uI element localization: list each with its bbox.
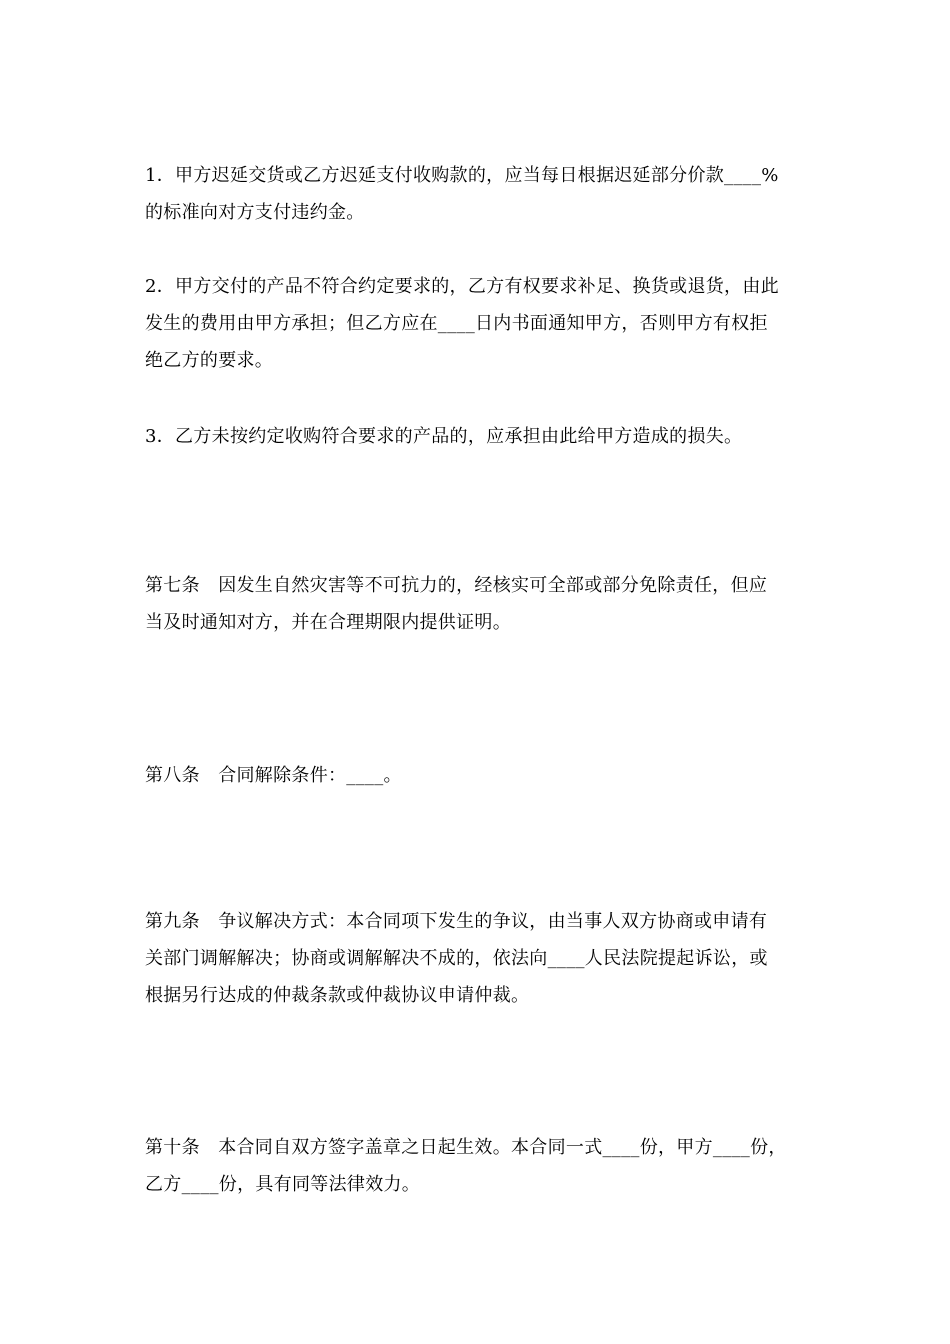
- text-line: 当及时通知对方，并在合理期限内提供证明。: [145, 612, 511, 633]
- clause-nonconforming-goods: [145, 268, 815, 379]
- text-line: 3．乙方未按约定收购符合要求的产品的，应承担由此给甲方造成的损失。: [145, 426, 743, 447]
- clause-purchase-failure: [145, 418, 815, 455]
- text-line: 2．甲方交付的产品不符合约定要求的，乙方有权要求补足、换货或退货，由此: [145, 276, 779, 297]
- text-line: 1．甲方迟延交货或乙方迟延支付收购款的，应当每日根据迟延部分价款____%: [145, 165, 779, 186]
- text-line: 根据另行达成的仲裁条款或仲裁协议申请仲裁。: [145, 985, 530, 1006]
- clause-penalty-delay: [145, 157, 815, 231]
- text-line: 关部门调解解决；协商或调解解决不成的，依法向____人民法院提起诉讼，或: [145, 948, 768, 969]
- article-10-effectiveness: [145, 1129, 815, 1203]
- text-line: 乙方____份，具有同等法律效力。: [145, 1174, 421, 1195]
- text-line: 的标准向对方支付违约金。: [145, 202, 365, 223]
- text-line: 第十条 本合同自双方签字盖章之日起生效。本合同一式____份，甲方____份，: [145, 1137, 787, 1158]
- text-line: 第七条 因发生自然灾害等不可抗力的，经核实可全部或部分免除责任，但应: [145, 575, 768, 596]
- text-line: 绝乙方的要求。: [145, 350, 274, 371]
- text-line: 第八条 合同解除条件：____。: [145, 765, 402, 786]
- article-9-dispute-resolution: [145, 903, 815, 1014]
- article-8-termination: [145, 757, 815, 794]
- text-line: 第九条 争议解决方式：本合同项下发生的争议，由当事人双方协商或申请有: [145, 911, 768, 932]
- text-line: 发生的费用由甲方承担；但乙方应在____日内书面通知甲方，否则甲方有权拒: [145, 313, 768, 334]
- article-7-force-majeure: [145, 567, 815, 641]
